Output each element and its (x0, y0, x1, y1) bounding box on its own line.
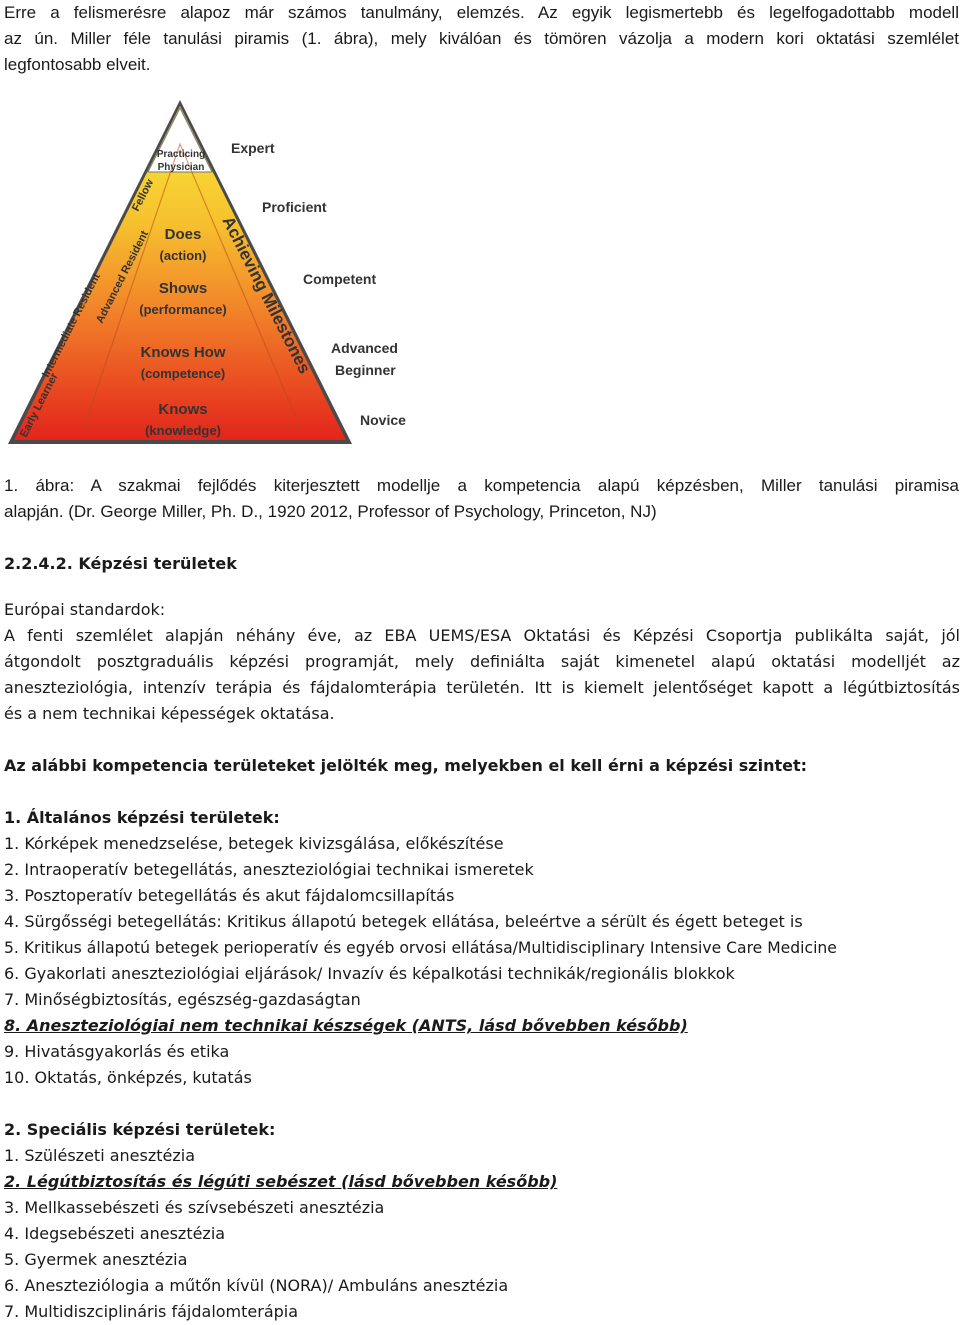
general-item: 4. Sürgősségi betegellátás: Kritikus állapotú betegek ellátása, beleértve a sérült és égett beteget is (4, 912, 803, 931)
general-item: 10. Oktatás, önképzés, kutatás (4, 1068, 252, 1087)
special-item: 4. Idegsebészeti anesztézia (4, 1224, 226, 1243)
figure-caption (4, 473, 959, 525)
spacer (4, 779, 960, 805)
intro-paragraph (4, 0, 959, 78)
general-item-ants: 8. Aneszteziológiai nem technikai készségek (ANTS, lásd bővebben később) (4, 1016, 688, 1035)
level-does-sub: (action) (159, 248, 207, 263)
section-subheading: Európai standardok: (4, 600, 166, 619)
general-item: 7. Minőségbiztosítás, egészség-gazdaságtan (4, 990, 361, 1009)
special-areas-title: 2. Speciális képzési területek: (4, 1120, 276, 1139)
caption-line-2: alapján. (Dr. George Miller, Ph. D., 1920 2012, Professor of Psychology, Princeton, NJ) (4, 502, 657, 521)
general-areas-title: 1. Általános képzési területek: (4, 808, 280, 827)
general-item: 2. Intraoperatív betegellátás, aneszteziológiai technikai ismeretek (4, 860, 534, 879)
section-heading: 2.2.4.2. Képzési területek (4, 554, 237, 573)
intro-line-1: Erre a felismerésre alapoz már számos tanulmány, elemzés. Az egyik legismertebb és legelfogadottabb modell (4, 3, 959, 22)
spacer (4, 727, 960, 753)
level-knows-how: Knows How (140, 344, 226, 361)
section-body (4, 551, 960, 1325)
right-label-beginner: Beginner (335, 362, 396, 378)
para-line-1: A fenti szemlélet alapján néhány éve, az EBA UEMS/ESA Oktatási és Képzési Csoportja publikálta saját, jól (4, 626, 960, 645)
special-item: 3. Mellkassebészeti és szívsebészeti anesztézia (4, 1198, 385, 1217)
level-knows: Knows (158, 401, 208, 418)
special-item: 7. Multidiszciplináris fájdalomterápia (4, 1302, 299, 1321)
level-does: Does (164, 226, 202, 243)
apex-label-2: Physician (157, 162, 205, 173)
right-label-novice: Novice (360, 412, 406, 428)
para-line-3: aneszteziológia, intenzív terápia és fájdalomterápia területén. Itt is kiemelt jelentőséget kapott a légútbiztosítás (4, 678, 960, 697)
spacer (4, 1091, 960, 1117)
special-item-airway: 2. Légútbiztosítás és légúti sebészet (lásd bővebben később) (4, 1172, 558, 1191)
general-item: 3. Posztoperatív betegellátás és akut fájdalomcsillapítás (4, 886, 455, 905)
left-label-intermediate-resident: Intermediate Resident (39, 271, 103, 380)
general-item: 6. Gyakorlati aneszteziológiai eljárások/ Invazív és képalkotási technikák/regionális blokkok (4, 964, 735, 983)
right-label-expert: Expert (231, 140, 275, 156)
right-label-advanced: Advanced (331, 340, 398, 356)
left-label-fellow: Fellow (129, 177, 157, 214)
intro-line-2: az ún. Miller féle tanulási piramis (1. ábra), mely kiválóan és tömören vázolja a modern kori oktatási szemlélet (4, 29, 959, 48)
right-label-proficient: Proficient (262, 199, 327, 215)
left-label-advanced-resident: Advanced Resident (93, 228, 152, 326)
para-line-4: és a nem technikai képességek oktatása. (4, 704, 335, 723)
level-shows-sub: (performance) (139, 302, 227, 317)
diagonal-label: Achieving Milestones (218, 213, 315, 377)
left-label-early-learner: Early Learner (17, 371, 61, 440)
intro-line-3: legfontosabb elveit. (4, 55, 151, 74)
general-item: 1. Kórképek menedzselése, betegek kivizsgálása, előkészítése (4, 834, 504, 853)
special-item: 6. Aneszteziólogia a műtőn kívül (NORA)/ Ambuláns anesztézia (4, 1276, 509, 1295)
spacer (4, 577, 960, 597)
para-line-2: átgondolt posztgraduális képzési programját, mely definiálta saját kimenetel alapú oktatási modelljét az (4, 652, 960, 671)
general-item: 5. Kritikus állapotú betegek perioperatív és egyéb orvosi ellátása/Multidisciplinary Intensive Care Medicine (4, 939, 837, 957)
level-knows-sub: (knowledge) (145, 423, 221, 438)
miller-pyramid-figure (0, 92, 430, 452)
competency-intro: Az alábbi kompetencia területeket jelölték meg, melyekben el kell érni a képzési szintet: (4, 756, 808, 775)
special-item: 5. Gyermek anesztézia (4, 1250, 188, 1269)
level-shows: Shows (158, 280, 208, 297)
apex-label-1: Practicing (156, 149, 206, 160)
level-knows-how-sub: (competence) (140, 366, 226, 381)
right-label-competent: Competent (303, 271, 377, 287)
general-item: 9. Hivatásgyakorlás és etika (4, 1042, 230, 1061)
special-item: 1. Szülészeti anesztézia (4, 1146, 196, 1165)
caption-line-1: 1. ábra: A szakmai fejlődés kiterjesztett modellje a kompetencia alapú képzésben, Miller tanulási piramisa (4, 476, 959, 495)
